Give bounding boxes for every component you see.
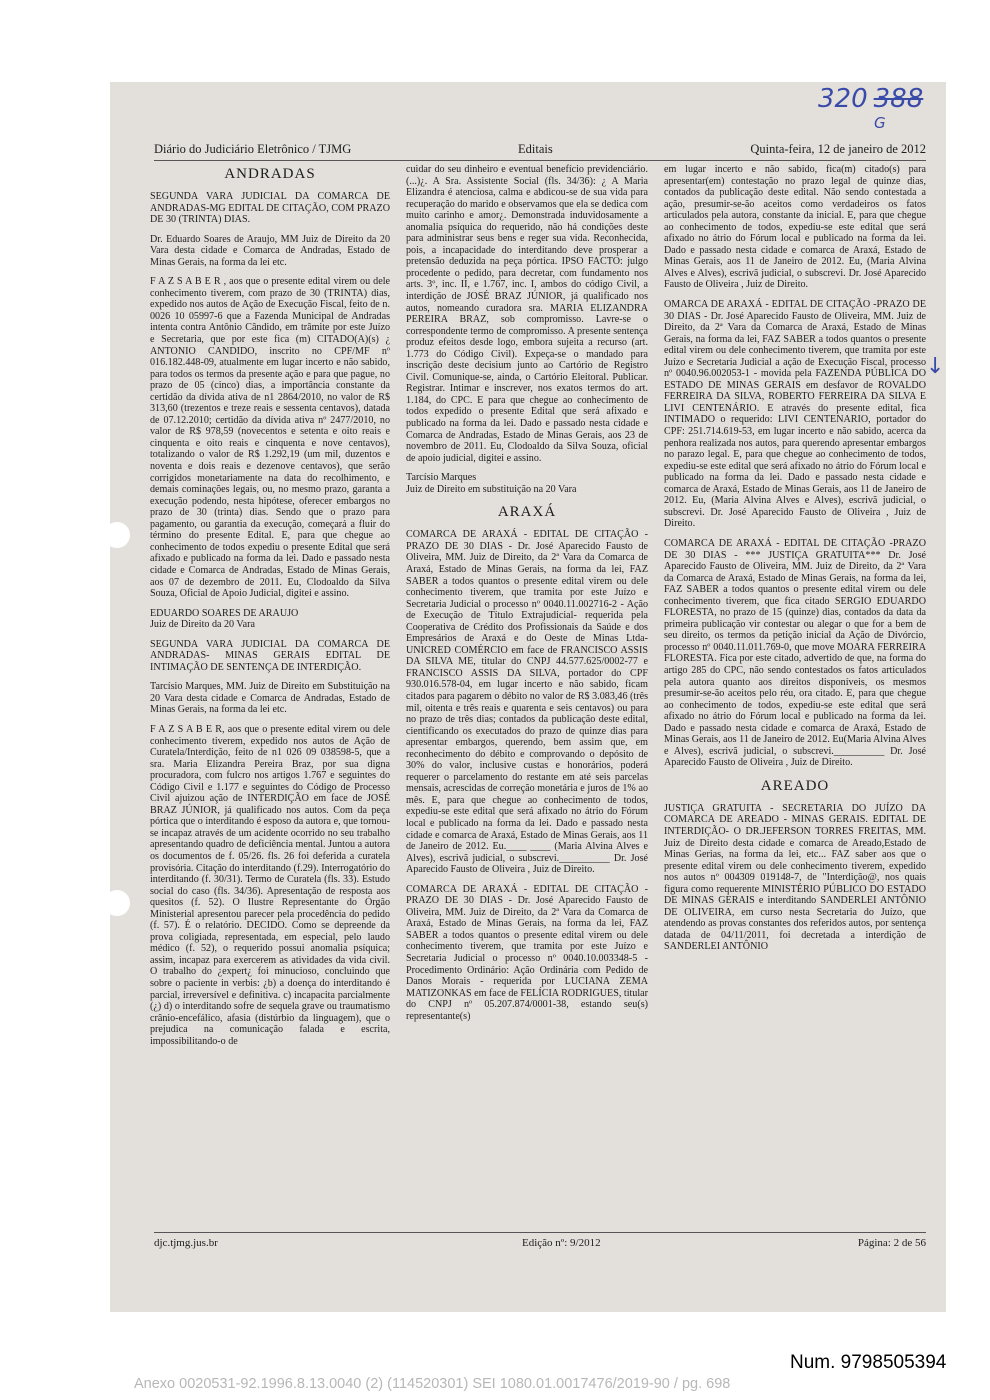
handwritten-arrow-mark: ↓ [926,354,945,379]
punch-hole-top [110,522,130,548]
signature-role: Juiz de Direito da 20 Vara [150,619,255,631]
header-journal-title: Diário do Judiciário Eletrônico / TJMG [154,142,352,156]
document-number-stamp: Num. 9798505394 [790,1352,947,1373]
notice-paragraph: COMARCA DE ARAXÁ - EDITAL DE CITAÇÃO -PRAZO DE 30 DIAS - Dr. José Aparecido Fausto de Oliveira, MM. Juiz de Direito, da 2ª Vara da Comarca de Araxá, Estado de Minas Gerais, na forma da lei, FAZ SABER a todos quantos o presente edital virem ou dele conhecimento tiverem, que tramita por este Juízo e Secretaria Judicial o processo nº 0040.11.002716-2 - Ação de Execução de Título Extrajudicial- requerida pela Cooperativa de Crédito dos Profissionais da Saúde e dos Empresários de Araxá e do Oeste de Minas Ltda-UNICRED COMÉRCIO em face de FRANCISCO ASSIS DA SILVA ME, titular do CNPJ 44.577.625/0002-77 e FRANCISCO ASSIS DA SILVA, portador do CPF 930.016.578-04, em lugar incerto e não sabido, ficam citados para pagarem o débito no valor de R$ 3.083,46 (três mil, oitenta e três reais e quarenta e seis centavos) ou para no prazo de três dias; contados da publicação deste edital, cientificando os executados do prazo de quinze dias para apresentar embargos, querendo, bem assim que, em reconhecimento do débito e comprovando o depósito de 30% do valor, inclusive custas e honorários, poderá requerer o parcelamento do restante em até seis parcelas mensais, acrescidas de correção monetária e juros de 1% ao mês. E, para que chegue ao conhecimento de todos, expediu-se este edital que será afixado no átrio do Fórum local e publicado na forma da lei. Dado e passado nesta cidade e comarca de Araxá, Estado de Minas Gerais, aos 11 de Janeiro de 2012. Eu.____ ____ (Maria Alvina Alves e Alves), escrivã judicial, o subscrevi.__________ Dr. José Aparecido Fausto de Oliveira , Juiz de Direito. [406,529,648,876]
column-2 [406,164,648,1228]
signature-block [150,608,390,631]
section-title-araxa: ARAXÁ [497,504,557,521]
footer-edition: Edição nº: 9/2012 [522,1237,601,1249]
annex-reference-stamp: Anexo 0020531-92.1996.8.13.0040 (2) (114520301) SEI 1080.01.0017476/2019-90 / pg. 698 [134,1376,731,1392]
handwritten-struck-number: 388 [873,84,924,114]
handwritten-letter: G [874,114,886,132]
header-section: Editais [518,142,553,156]
notice-paragraph: COMARCA DE ARAXÁ - EDITAL DE CITAÇÃO -PRAZO DE 30 DIAS - *** JUSTIÇA GRATUITA*** Dr. José Aparecido Fausto de Oliveira, MM. Juiz de Direito, da 2ª Vara da Comarca de Araxá, Estado de Minas Gerais, na forma da lei, FAZ SABER a todos quantos o presente edital virem ou dele conhecimento tiverem, que fica citado SERGIO EDUARDO FLORESTA, no prazo de 15 (quinze) dias, contados da data da primeira publicação vir contestar ou alegar o que for a bem de seu direito, os termos da petição inicial da Ação de Divórcio, processo nº 0040.11.011.769-0, que move MOARA FERREIRA FLORESTA. Fica por este citado, advertido de que, na forma do artigo 285 do CPC, não sendo contestados os fatos articulados pela autora quanto aos direitos disponíveis, os mesmos presumir-se-ão aceitos pelo réu, ora citado. E, para que chegue ao conhecimento de todos, expediu-se este edital que será afixado no átrio do Fórum local e publicado na forma da lei. Dado e passado nesta cidade e comarca de Araxá, Estado de Minas Gerais, aos 11 de Janeiro de 2012. Eu(Maria Alvina Alves e Alves), escrivã judicial, o subscrevi.__________ Dr. José Aparecido Fausto de Oliveira , Juiz de Direito. [664,537,926,769]
punch-hole-bottom [110,890,130,916]
notice-paragraph: COMARCA DE ARAXÁ - EDITAL DE CITAÇÃO -PRAZO DE 30 DIAS - Dr. José Aparecido Fausto de Oliveira, MM. Juiz de Direito, da 2ª Vara da Comarca de Araxá, Estado de Minas Gerais, na forma da lei, FAZ SABER a todos quantos o presente edital virem ou dele conhecimento tiverem, que tramita por este Juízo e Secretaria Judicial o processo nº 0040.10.003348-5 - Procedimento Ordinário: Ação Ordinária com Pedido de Danos Morais - requerida por LUCIANA ZEMA MATIZONKAS em face de FELÍCIA RODRIGUES, titular do CNPJ nº 05.207.874/0001-38, estando seu(s) representante(s) [406,883,648,1022]
footer-site: djc.tjmg.jus.br [154,1237,218,1249]
notice-paragraph: em lugar incerto e não sabido, fica(m) citado(s) para apresentar(em) contestação no prazo legal de quinze dias, contados da publicação deste edital. Não sendo contestada a ação, presumir-se-ão aceitos como verdadeiros os fatos articulados pela autora, constante da inicial. E, para que chegue ao conhecimento de todos, expediu-se este edital que será afixado no átrio do Fórum local e publicado na forma da lei. Dado e passado nesta cidade e comarca de Araxá, Estado de Minas Gerais, aos 11 de Janeiro de 2012. Eu, (Maria Alvina Alves e Alves), escrivã judicial, o subscrevi. Dr. José Aparecido Fausto de Oliveira , Juiz de Direito. [664,164,926,291]
notice-heading: SEGUNDA VARA JUDICIAL DA COMARCA DE ANDRADAS-MG EDITAL DE CITAÇÃO, COM PRAZO DE 30 (TRINTA) DIAS. [150,191,390,226]
notice-paragraph: F A Z S A B E R , aos que o presente edital virem ou dele conhecimento tiverem, com prazo de 30 (TRINTA) dias, expedido nos autos de Ação de Execução Fiscal, feito de n. 0026 10 05997-6 que a Fazenda Municipal de Andradas intenta contra Antônio Cândido, em trâmite por este Juízo e Secretaria, que por este fica (m) CITADO(A)(s) ¿ ANTONIO CANDIDO, inscrito no CPF/MF nº 016.182.448-09, atualmente em lugar incerto e não sabido, para todos os termos da presente ação e para que pague, no prazo de 05 (cinco) dias, a importância constante da certidão da dívida ativa de n1 2864/2010, no valor de R$ 313,60 (trezentos e treze reais e sessenta centavos), datada de 07.12.2010; certidão da dívida ativa nº 2477/2010, no valor de R$ 978,59 (novecentos e setenta e oito reais e cinquenta e oito reais e cinquenta e nove centavos), totalizando o valor de R$ 1.292,19 (um mil, duzentos e noventa e dois reais e dezenove centavos), que serão corrigidos monetariamente na data do recolhimento, e demais cominações legais, ou, no mesmo prazo, garanta a execução podendo, nesta hipótese, oferecer embargos no prazo de 30 (trinta) dias. Sendo que o prazo para pagamento, ou garantia da execução, começará a fluir do término do presente Edital. E, para que chegue ao conhecimento de todos expediu o presente Edital que será afixado e publicado na forma da lei. Dado e passado nesta cidade e Comarca de Andradas, Estado de Minas Gerais, aos 07 de dezembro de 2011. Eu, Clodoaldo da Silva Souza, Oficial de Apoio Judicial, digitei e assino. [150,276,390,600]
signature-block [406,472,648,495]
handwritten-page-number: 320 388 [818,84,924,114]
notice-paragraph: OMARCA DE ARAXÁ - EDITAL DE CITAÇÃO -PRAZO DE 30 DIAS - Dr. José Aparecido Fausto de Oliveira, MM. Juiz de Direito, da 2ª Vara da Comarca de Araxá, Estado de Minas Gerais, na forma da lei, FAZ SABER a todos quantos o presente edital virem ou dele conhecimento tiverem, que tramita por este Juízo e Secretaria Judicial a ação de Execução Fiscal, processo nº 0040.96.002053-1 - movida pela FAZENDA PÚBLICA DO ESTADO DE MINAS GERAIS em desfavor de ROVALDO FERREIRA DA SILVA, ROBERTO FERREIRA DA SILVA E LIVI CENTENÁRIO. E através do presente edital, fica INTIMADO o requerido: LIVI CENTENARIO, portador do CPF: 251.714.619-53, em lugar incerto e não sabido, acerca da penhora realizada nos autos, para querendo apresentar embargos no parazo legal. E, para que chegue ao conhecimento de todos, expediu-se este edital que será afixado no átrio do Fórum local e publicado na forma da lei. Dado e passado nesta cidade e comarca de Araxá, Estado de Minas Gerais, aos 11 de Janeiro de 2012. Eu, (Maria Alvina Alves e Alves), escrivã judicial, o subscrevi. Dr. José Aparecido Fausto de Oliveira , Juiz de Direito. [664,299,926,530]
notice-paragraph: cuidar do seu dinheiro e eventual benefício previdenciário. (...)¿. A Sra. Assistente Social (fls. 34/36): ¿ A Maria Elizandra é atenciosa, calma e abdicou-se de sua vida para recuperação do marido e observamos que ela se dedica com muito carinho e amor¿. Demonstrada induvidosamente a anomalia psíquica do requerido, não há condições deste para administrar seus bens e reger sua vida. Reconhecida, pois, a incapacidade do interditando deve prosperar a pretensão deduzida na peça pórtica. IPSO FACTO: julgo procedente o pedido, para decretar, com fundamento nos arts. 3º, inc. II, e 1.767, inc. I, ambos do código Civil, a interdição de JOSÉ BRAZ JÚNIOR, já qualificado nos autos, nomeando curadora sra. MARIA ELIZANDRA PEREIRA BRAZ, sob compromisso. Lavre-se o correspondente termo de compromisso. A presente sentença produz efeitos desde logo, embora sujeita a recurso (art. 1.773 do Código Civil). Expeça-se o mandado para inscrição deste decisium junto ao Cartório de Registro Civil. Comunique-se, ainda, o Cartório Eleitoral. Publicar. Registrar. Intimar e inscrever, nos exatos termos do art. 1.184, do CPC. E para que chegue ao conhecimento de todos expedido o presente Edital que será afixado e publicado na forma da lei. Dado e passado nesta cidade e Comarca de Andradas, Estado de Minas Gerais, aos 23 de novembro de 2011. Eu, Clodoaldo da Silva Souza, oficial de apoio judicial, digitei e assino. [406,164,648,464]
notice-heading: SEGUNDA VARA JUDICIAL DA COMARCA DE ANDRADAS- MINAS GERAIS EDITAL DE INTIMAÇÃO DE SENTENÇA DE INTERDIÇÃO. [150,638,390,673]
notice-paragraph: JUSTIÇA GRATUITA - SECRETARIA DO JUÍZO DA COMARCA DE AREADO - MINAS GERAIS. EDITAL DE INTERDIÇÃO- O DR.JEFERSON TORRES FREITAS, MM. Juiz de Direito desta cidade e comarca de Areado,Estado de Minas Gerias, na forma da lei, etc... FAZ saber aos que o presente edital virem ou dele conhecimento tiverem, expedido nos autos nº 004309 019148-7, de "Interdição@, nos quais figura como requerente MINISTÉRIO PÚBLICO DO ESTADO DE MINAS GERAIS e interditando SANDERLEI ANTÔNIO DE OLIVEIRA, em curso nesta Secretaria do Juízo, que atendendo as provas constantes dos referidos autos, por sentença datada de 04/11/2011, foi decretada a interdição de SANDERLEI ANTÔNIO [664,802,926,953]
column-1 [150,164,390,1228]
notice-paragraph: F A Z S A B E R, aos que o presente edital virem ou dele conhecimento tiverem, expedido nos autos de Ação de Curatela/Interdição, feito de n1 026 09 038598-5, que a sra. Maria Elizandra Pereira Braz, por sua digna procuradora, com fulcro nos artigos 1.767 e seguintes do Código Civil e 1.177 e seguintes do Código de Processo Civil ajuizou ação de INTERDIÇÃO em face de JOSÉ BRAZ JÚNIOR, já qualificado nos autos. Com da peça pórtica que o interditando é esposo da autora e, que tornou-se incapaz através de um acidente ocorrido no seu trabalho apresentando quadro de deficiência mental. Juntou a autora os documentos de f. 05/26. fls. 26 foi deferida a curatela provisória. Citação do interditando (f.29). Interrogatório do interditando (f. 30/31). Termo de Curatela (fls. 33). Estudo social do caso (fls. 34/36). Apresentação de resposta aos quesitos (f. 52). O Ilustre Representante do Órgão Ministerial apresentou parecer pela procedência do pedido (f. 57). É o relatório. DECIDO. Como se depreende da prova coligiada, representada, em especial, pelo laudo médico (f. 52), o requerido possui anomalia psíquica; assim, incapaz para exercerem as atividades da vida civil. O trabalho do ¿expert¿ foi minucioso, concluindo que sobre o paciente in verbis: ¿b) a doença do interditando é parcial, irreversível e definitiva. c) incapacita parcialmente (¿) d) o interditando sofre de sequela grave ou traumatismo crânio-encefálico, afasia (distúrbio da linguagem), que o prejudica na comunicação falada e escrita, impossibilitando-o de [150,723,390,1047]
notice-paragraph: Tarcísio Marques, MM. Juiz de Direito em Substituição na 20 Vara desta cidade e Comarca de Andradas, Estado de Minas Gerais, na forma da lei etc. [150,681,390,716]
page-footer [154,1232,926,1253]
footer-page-number: Página: 2 de 56 [857,1237,926,1249]
column-3 [664,164,926,1228]
signature-name: Tarcísio Marques [406,472,477,484]
page-header [154,142,926,161]
signature-role: Juiz de Direito em substituição na 20 Vara [406,483,577,495]
header-date: Quinta-feira, 12 de janeiro de 2012 [750,142,926,156]
scanned-page [110,82,946,1312]
section-title-areado: AREADO [760,777,830,794]
signature-name: EDUARDO SOARES DE ARAUJO [150,607,299,619]
notice-paragraph: Dr. Eduardo Soares de Araujo, MM Juiz de Direito da 20 Vara desta cidade e Comarca de Andradas, Estado de Minas Gerais, na forma da lei etc. [150,233,390,268]
section-title-andradas: ANDRADAS [224,166,316,182]
